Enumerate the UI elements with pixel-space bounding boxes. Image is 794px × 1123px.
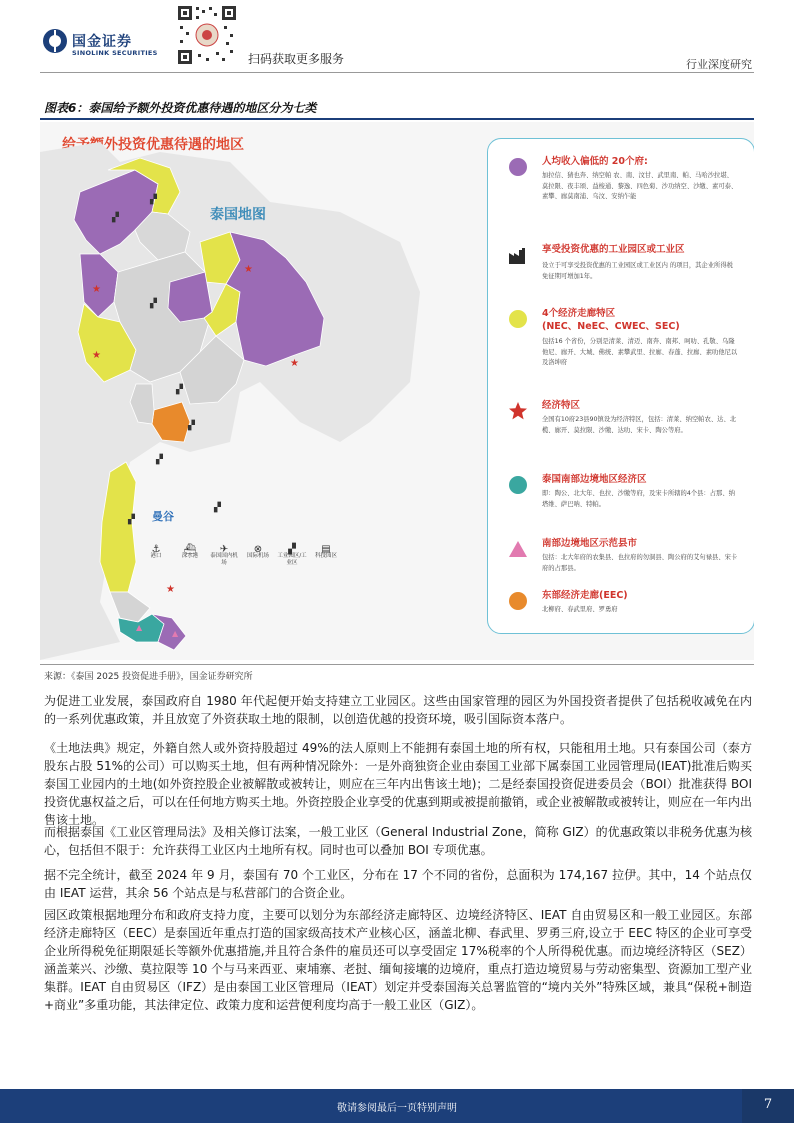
figure-top-rule (40, 118, 754, 120)
svg-text:▞: ▞ (214, 503, 221, 513)
svg-text:▞: ▞ (176, 385, 183, 395)
legend-title: 南部边境地区示范县市 (542, 538, 638, 549)
map-legend-intl-airport: ⊗ 国际机场 (246, 544, 269, 559)
svg-text:★: ★ (92, 350, 101, 361)
svg-text:★: ★ (166, 584, 175, 595)
legend-title: 享受投资优惠的工业园区或工业区 (542, 244, 685, 255)
orange-dot-icon (508, 591, 528, 611)
legend-title: 东部经济走廊(EEC) (542, 590, 628, 601)
svg-text:▞: ▞ (112, 213, 119, 223)
header-divider (40, 72, 754, 73)
legend-desc: 全国有10府23县90镇设为经济特区，包括：清莱、纳空帕农、达、北榄、廊开、莫拉限、沙缴、达叻、宋卡、陶公等府。 (542, 416, 737, 434)
map-country-label: 泰国地图 (210, 207, 266, 223)
map-legend-port: ⚓ 港口 (150, 544, 162, 559)
figure-bottom-rule (40, 664, 754, 665)
report-type-label: 行业深度研究 (686, 58, 752, 71)
svg-text:▞: ▞ (188, 421, 195, 431)
map-title: 给予额外投资优惠待遇的地区 (62, 137, 244, 153)
footer-disclaimer[interactable]: 敬请参阅最后一页特别声明 (337, 1103, 457, 1114)
body-paragraph-1: 为促进工业发展，泰国政府自 1980 年代起便开始支持建立工业园区。这些由国家管理的园区为外国投资者提供了包括税收减免在内的一系列优惠政策，并且放宽了外资获取土地的限制，以创造优越的投资环境，吸引国际资本落户。 (44, 694, 752, 726)
qr-code-icon[interactable] (176, 4, 238, 66)
map-legend-deep-port: ⛴ 深水港 (181, 544, 199, 559)
svg-text:★: ★ (290, 358, 299, 369)
sinolink-logo-icon (42, 28, 68, 54)
page-number: 7 (763, 1097, 773, 1112)
figure-caption: 图表6：泰国给予额外投资优惠待遇的地区分为七类 (44, 101, 317, 115)
map-legend-industrial-park: ▞ 工业园区/工业区 (277, 544, 307, 566)
svg-text:★: ★ (92, 284, 101, 295)
body-paragraph-4: 据不完全统计，截至 2024 年 9 月，泰国有 70 个工业区，分布在 17 个不同的省份，总面积为 174,167 拉伊。其中，14 个站点仅由 IEAT 运营，其余 56 个站点是与私营部门的合资企业。 (44, 868, 752, 900)
svg-text:▞: ▞ (150, 299, 157, 309)
svg-text:▲: ▲ (136, 623, 143, 632)
map-icon-legend (140, 546, 370, 584)
legend-desc: 北柳府、春武里府、罗勇府 (542, 606, 618, 613)
svg-text:★: ★ (244, 264, 253, 275)
red-star-icon (508, 401, 528, 421)
scan-for-service-text: 扫码获取更多服务 (248, 52, 345, 66)
legend-desc: 设立于可享受投资优惠的工业园区或工业区内 的项目，其企业所得税免征期可增加1年。 (542, 262, 733, 280)
svg-text:▞: ▞ (156, 455, 163, 465)
yellow-dot-icon (508, 309, 528, 329)
legend-title: 4个经济走廊特区 (NEC、NeEC、CWEC、SEC) (542, 308, 680, 332)
purple-dot-icon (508, 157, 528, 177)
figure-source: 来源：《泰国 2025 投资促进手册》，国金证券研究所 (44, 672, 253, 682)
legend-title: 经济特区 (542, 400, 581, 411)
zone-legend-box (487, 138, 754, 634)
page-header (0, 0, 794, 74)
factory-icon (508, 245, 528, 265)
teal-dot-icon (508, 475, 528, 495)
legend-desc: 包括16 个省份，分别是清莱、清迈、南奔、南邦、呵叻、孔敬、乌隆他尼、廊开、大城、佛统、素攀武里、拉廊、春蓬、拉廊、素叻他尼以及洛坤府 (542, 338, 738, 366)
legend-desc: 即：陶公、北大年、也拉、沙缴等府，及宋卡所辖的4个县：占那、纳塔维、萨巴呐、特帕。 (542, 490, 735, 508)
pink-triangle-icon (508, 539, 528, 559)
company-name-cn: 国金证券 (72, 34, 132, 50)
thailand-investment-zones-map (40, 122, 754, 660)
body-paragraph-3: 而根据泰国《工业区管理局法》及相关修订法案，一般工业区（General Industrial Zone，简称 GIZ）的优惠政策以非税务优惠为核心，包括但不限于：允许获得工业区内土地所有权。同时也可以叠加 BOI 专项优惠。 (44, 825, 752, 857)
body-paragraph-5: 园区政策根据地理分布和政府支持力度，主要可以划分为东部经济走廊特区、边境经济特区、IEAT 自由贸易区和一般工业园区。东部经济走廊特区（EEC）是泰国近年重点打造的国家级高技术产业核心区，涵盖北柳、春武里、罗勇三府,设立于 EEC 特区的企业可享受企业所得税免征期限延长等额外优惠措施,并且符合条件的雇员还可以享受固定 17%税率的个人所得税优惠。而边境经济特区（SEZ）涵盖莱兴、沙缴、莫拉限等 10 个与马来西亚、柬埔寨、老挝、缅甸接壤的边境府，重点打造边境贸易与劳动密集型、资源加工型产业集群。IEAT 自由贸易区（IFZ）是由泰国工业区管理局（IEAT）划定并受泰国海关总署监管的“境内关外”特殊区域，兼具“保税+制造+商业”多重功能，其法律定位、政策力度和运营便利度均高于一般工业区（GIZ）。 (44, 908, 752, 1012)
legend-desc: 包括：北大年府的农集县、也拉府的勿洞县、陶公府的艾句禄县、宋卡府的占那县。 (542, 554, 738, 572)
svg-text:▞: ▞ (128, 515, 135, 525)
company-name-en: SINOLINK SECURITIES (72, 49, 158, 57)
body-paragraph-2: 《土地法典》规定，外籍自然人或外资持股超过 49%的法人原则上不能拥有泰国土地的所有权，只能租用土地。只有泰国公司（泰方股东占股 51%的公司）可以购买土地，但有两种情况除外：一是外商独资企业由泰国工业部下属泰国工业园管理局(IEAT)批准后购买泰国工业园内的土地(如外资控股企业被解散或被转让，则应在三年内出售该土地)；二是经泰国投资促进委员会（BOI）批准获得 BOI 投资优惠权益之后，可以在任何地方购买土地。外资控股企业享受的优惠到期或被提前撤销，或企业被解散或被转让，则应在一年内出售该土地。 (44, 741, 753, 827)
legend-desc: 加拉信、猜也奔、纳空帕 农、南、汶甘、武里南、帕、马哈沙拉堪、莫拉限、夜丰颂、益梭通、黎逸、四色菊、沙功纳空、沙缴、素可泰、素攀、廊莫南浦、乌汶、安纳乍能 (542, 172, 738, 200)
svg-text:▞: ▞ (150, 195, 157, 205)
legend-title: 人均收入偏低的 20个府: (542, 156, 648, 167)
legend-title: 泰国南部边境地区经济区 (542, 474, 647, 485)
bangkok-label: 曼谷 (152, 510, 174, 523)
map-legend-domestic-airport: ✈ 泰国国内机场 (210, 544, 238, 566)
map-legend-tech-park: ▤ 科技园区 (314, 544, 337, 559)
svg-text:▲: ▲ (172, 629, 179, 638)
